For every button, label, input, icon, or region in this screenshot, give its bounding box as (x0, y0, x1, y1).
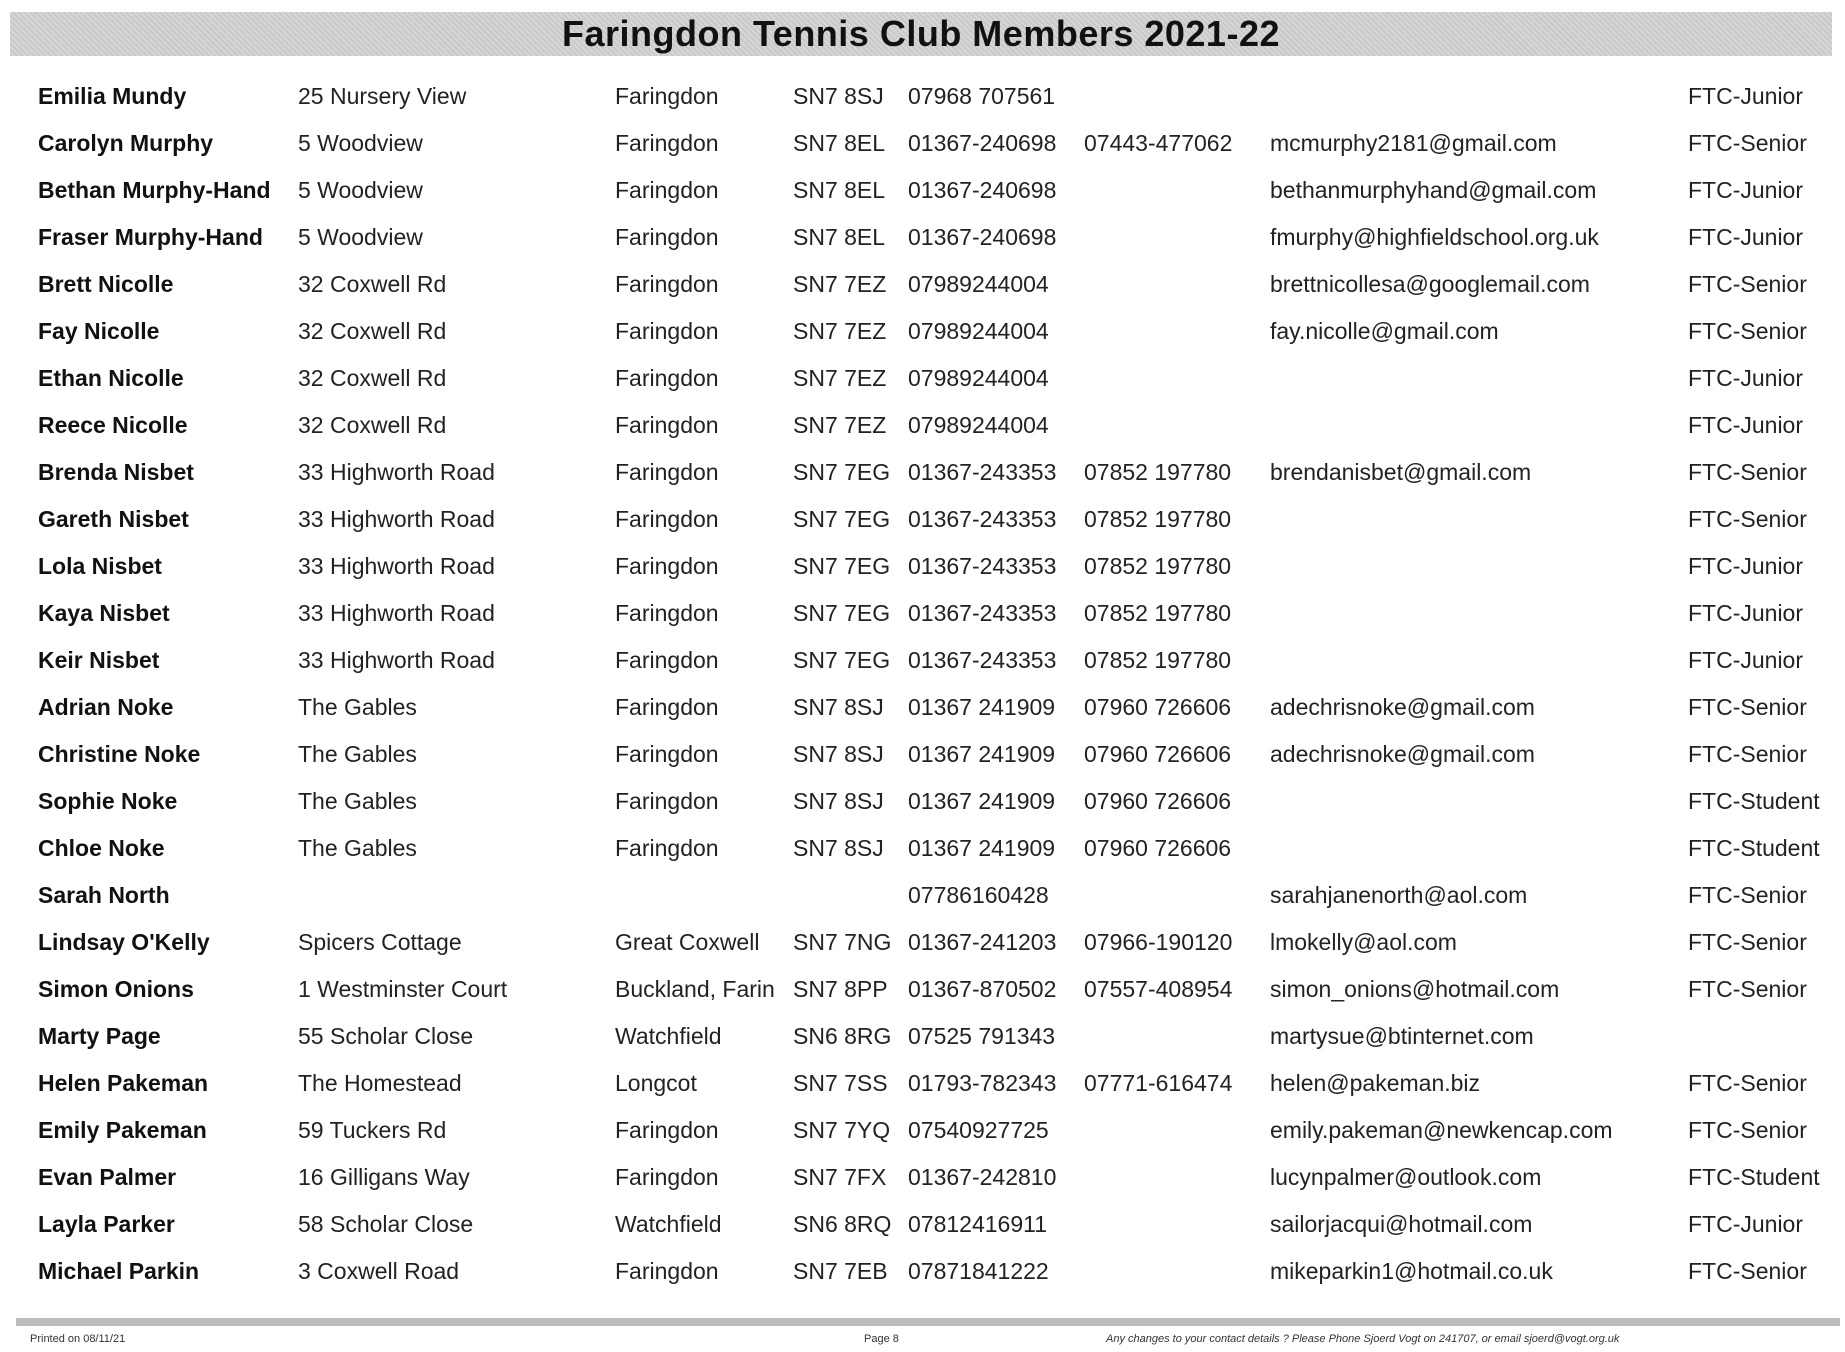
member-postcode: SN7 7EZ (793, 365, 887, 391)
member-postcode: SN7 7EG (793, 647, 891, 673)
member-name: Bethan Murphy-Hand (38, 177, 271, 203)
member-postcode: SN7 8EL (793, 224, 886, 250)
member-postcode: SN7 7EZ (793, 271, 887, 297)
table-row (0, 1158, 1845, 1205)
member-email: helen@pakeman.biz (1270, 1070, 1481, 1096)
member-address: 33 Highworth Road (298, 647, 495, 673)
member-town: Faringdon (615, 506, 719, 532)
member-phone-1: 01367 241909 (908, 835, 1056, 861)
member-address: 5 Woodview (298, 224, 423, 250)
member-postcode: SN7 7NG (793, 929, 892, 955)
member-address: 25 Nursery View (298, 83, 467, 109)
member-phone-1: 01367 241909 (908, 741, 1056, 767)
member-category: FTC-Senior (1688, 1117, 1807, 1143)
member-name: Emily Pakeman (38, 1117, 207, 1143)
member-phone-1: 07540927725 (908, 1117, 1049, 1143)
table-row (0, 1111, 1845, 1158)
member-category: FTC-Senior (1688, 1258, 1807, 1284)
member-phone-1: 01367-240698 (908, 224, 1057, 250)
member-email: fay.nicolle@gmail.com (1270, 318, 1499, 344)
table-row (0, 124, 1845, 171)
member-email: lmokelly@aol.com (1270, 929, 1457, 955)
member-postcode: SN7 7EG (793, 553, 891, 579)
member-email: fmurphy@highfieldschool.org.uk (1270, 224, 1599, 250)
member-name: Sophie Noke (38, 788, 178, 814)
member-category: FTC-Junior (1688, 600, 1804, 626)
member-phone-1: 01367-870502 (908, 976, 1057, 1002)
member-email: lucynpalmer@outlook.com (1270, 1164, 1542, 1190)
footer-divider (16, 1318, 1840, 1326)
footer-page-number: Page 8 (864, 1333, 899, 1345)
member-town: Buckland, Farin (615, 976, 775, 1002)
member-name: Gareth Nisbet (38, 506, 189, 532)
member-town: Faringdon (615, 600, 719, 626)
footer-printed-date: Printed on 08/11/21 (30, 1333, 126, 1345)
table-row (0, 876, 1845, 923)
member-category: FTC-Junior (1688, 177, 1804, 203)
member-name: Adrian Noke (38, 694, 174, 720)
member-name: Michael Parkin (38, 1258, 200, 1284)
member-category: FTC-Senior (1688, 694, 1807, 720)
page-title: Faringdon Tennis Club Members 2021-22 (562, 13, 1280, 54)
member-phone-2: 07557-408954 (1084, 976, 1233, 1002)
member-name: Reece Nicolle (38, 412, 188, 438)
member-list (0, 77, 1845, 1299)
table-row (0, 688, 1845, 735)
member-phone-1: 01367 241909 (908, 694, 1056, 720)
member-address: 32 Coxwell Rd (298, 271, 447, 297)
member-name: Brett Nicolle (38, 271, 174, 297)
member-address: The Gables (298, 788, 417, 814)
member-phone-1: 07989244004 (908, 412, 1049, 438)
member-town: Faringdon (615, 694, 719, 720)
member-category: FTC-Senior (1688, 741, 1807, 767)
member-email: simon_onions@hotmail.com (1270, 976, 1560, 1002)
member-name: Christine Noke (38, 741, 201, 767)
member-category: FTC-Senior (1688, 976, 1807, 1002)
member-town: Faringdon (615, 224, 719, 250)
member-phone-1: 07812416911 (908, 1211, 1047, 1237)
member-category: FTC-Junior (1688, 83, 1804, 109)
member-address: The Gables (298, 694, 417, 720)
member-category: FTC-Junior (1688, 1211, 1804, 1237)
member-phone-2: 07960 726606 (1084, 741, 1232, 767)
member-town: Longcot (615, 1070, 697, 1096)
member-town: Faringdon (615, 1258, 719, 1284)
member-phone-1: 01367-242810 (908, 1164, 1057, 1190)
table-row (0, 359, 1845, 406)
member-address: 5 Woodview (298, 177, 423, 203)
member-phone-2: 07852 197780 (1084, 459, 1232, 485)
member-phone-2: 07443-477062 (1084, 130, 1233, 156)
member-email: mcmurphy2181@gmail.com (1270, 130, 1557, 156)
member-phone-1: 07871841222 (908, 1258, 1049, 1284)
title-bar (10, 12, 1832, 56)
member-address: 33 Highworth Road (298, 459, 495, 485)
member-category: FTC-Student (1688, 788, 1820, 814)
table-row (0, 406, 1845, 453)
member-category: FTC-Senior (1688, 1070, 1807, 1096)
member-phone-2: 07852 197780 (1084, 553, 1232, 579)
member-phone-1: 07525 791343 (908, 1023, 1056, 1049)
member-phone-2: 07852 197780 (1084, 600, 1232, 626)
member-category: FTC-Junior (1688, 647, 1804, 673)
member-name: Marty Page (38, 1023, 161, 1049)
member-address: 59 Tuckers Rd (298, 1117, 447, 1143)
member-postcode: SN7 8SJ (793, 694, 884, 720)
member-town: Faringdon (615, 459, 719, 485)
member-name: Sarah North (38, 882, 170, 908)
member-postcode: SN7 8EL (793, 177, 886, 203)
member-phone-2: 07852 197780 (1084, 647, 1232, 673)
table-row (0, 594, 1845, 641)
member-address: The Gables (298, 741, 417, 767)
member-postcode: SN6 8RG (793, 1023, 892, 1049)
member-name: Keir Nisbet (38, 647, 160, 673)
member-category: FTC-Senior (1688, 929, 1807, 955)
member-phone-2: 07771-616474 (1084, 1070, 1233, 1096)
member-town: Faringdon (615, 553, 719, 579)
member-email: mikeparkin1@hotmail.co.uk (1270, 1258, 1553, 1284)
member-phone-1: 01367-243353 (908, 459, 1057, 485)
member-town: Watchfield (615, 1211, 722, 1237)
member-address: 33 Highworth Road (298, 553, 495, 579)
member-category: FTC-Junior (1688, 365, 1804, 391)
member-town: Watchfield (615, 1023, 722, 1049)
member-phone-1: 07968 707561 (908, 83, 1056, 109)
member-name: Lola Nisbet (38, 553, 162, 579)
table-row (0, 923, 1845, 970)
member-email: sarahjanenorth@aol.com (1270, 882, 1528, 908)
member-name: Kaya Nisbet (38, 600, 170, 626)
member-email: adechrisnoke@gmail.com (1270, 741, 1535, 767)
table-row (0, 735, 1845, 782)
member-address: 3 Coxwell Road (298, 1258, 460, 1284)
member-address: 1 Westminster Court (298, 976, 508, 1002)
member-name: Chloe Noke (38, 835, 165, 861)
member-phone-2: 07966-190120 (1084, 929, 1233, 955)
member-postcode: SN7 7EG (793, 459, 891, 485)
member-category: FTC-Senior (1688, 271, 1807, 297)
member-phone-2: 07960 726606 (1084, 788, 1232, 814)
member-address: 16 Gilligans Way (298, 1164, 470, 1190)
member-category: FTC-Junior (1688, 412, 1804, 438)
member-postcode: SN7 8SJ (793, 788, 884, 814)
member-email: sailorjacqui@hotmail.com (1270, 1211, 1533, 1237)
table-row (0, 1252, 1845, 1299)
table-row (0, 1017, 1845, 1064)
member-category: FTC-Junior (1688, 553, 1804, 579)
member-town: Faringdon (615, 1164, 719, 1190)
member-category: FTC-Junior (1688, 224, 1804, 250)
member-address: 33 Highworth Road (298, 506, 495, 532)
member-postcode: SN7 8SJ (793, 835, 884, 861)
member-town: Faringdon (615, 318, 719, 344)
member-address: Spicers Cottage (298, 929, 462, 955)
member-email: emily.pakeman@newkencap.com (1270, 1117, 1613, 1143)
member-phone-1: 07989244004 (908, 271, 1049, 297)
member-name: Evan Palmer (38, 1164, 177, 1190)
table-row (0, 782, 1845, 829)
member-name: Lindsay O'Kelly (38, 929, 210, 955)
member-address: 33 Highworth Road (298, 600, 495, 626)
member-town: Faringdon (615, 412, 719, 438)
member-town: Faringdon (615, 647, 719, 673)
member-address: The Gables (298, 835, 417, 861)
table-row (0, 453, 1845, 500)
member-address: 55 Scholar Close (298, 1023, 474, 1049)
member-name: Emilia Mundy (38, 83, 187, 109)
member-postcode: SN7 7EZ (793, 318, 887, 344)
table-row (0, 641, 1845, 688)
member-name: Brenda Nisbet (38, 459, 194, 485)
member-town: Faringdon (615, 788, 719, 814)
table-row (0, 1205, 1845, 1252)
table-row (0, 500, 1845, 547)
table-row (0, 829, 1845, 876)
member-name: Helen Pakeman (38, 1070, 209, 1096)
member-category: FTC-Senior (1688, 459, 1807, 485)
member-postcode: SN7 7FX (793, 1164, 887, 1190)
member-town: Faringdon (615, 835, 719, 861)
member-address: The Homestead (298, 1070, 462, 1096)
table-row (0, 171, 1845, 218)
member-email: bethanmurphyhand@gmail.com (1270, 177, 1597, 203)
table-row (0, 1064, 1845, 1111)
member-address: 58 Scholar Close (298, 1211, 474, 1237)
member-town: Faringdon (615, 271, 719, 297)
table-row (0, 312, 1845, 359)
member-town: Faringdon (615, 1117, 719, 1143)
member-town: Faringdon (615, 130, 719, 156)
member-name: Fay Nicolle (38, 318, 160, 344)
member-phone-1: 01367-240698 (908, 130, 1057, 156)
table-row (0, 265, 1845, 312)
table-row (0, 77, 1845, 124)
member-category: FTC-Senior (1688, 130, 1807, 156)
member-postcode: SN7 8SJ (793, 741, 884, 767)
member-address: 32 Coxwell Rd (298, 318, 447, 344)
member-phone-2: 07852 197780 (1084, 506, 1232, 532)
member-phone-1: 01367-243353 (908, 553, 1057, 579)
member-category: FTC-Senior (1688, 506, 1807, 532)
member-postcode: SN7 7SS (793, 1070, 888, 1096)
member-phone-1: 01367-240698 (908, 177, 1057, 203)
member-address: 32 Coxwell Rd (298, 412, 447, 438)
member-town: Faringdon (615, 365, 719, 391)
member-phone-1: 07786160428 (908, 882, 1049, 908)
member-email: martysue@btinternet.com (1270, 1023, 1534, 1049)
member-phone-1: 01367-243353 (908, 647, 1057, 673)
member-address: 5 Woodview (298, 130, 423, 156)
member-postcode: SN7 7EZ (793, 412, 887, 438)
member-email: brettnicollesa@googlemail.com (1270, 271, 1590, 297)
member-town: Faringdon (615, 177, 719, 203)
member-category: FTC-Student (1688, 835, 1820, 861)
member-name: Layla Parker (38, 1211, 175, 1237)
member-phone-2: 07960 726606 (1084, 835, 1232, 861)
member-name: Ethan Nicolle (38, 365, 184, 391)
member-town: Great Coxwell (615, 929, 760, 955)
member-category: FTC-Senior (1688, 882, 1807, 908)
footer-contact-note: Any changes to your contact details ? Please Phone Sjoerd Vogt on 241707, or email sjoerd@vogt.org.uk (1106, 1333, 1620, 1345)
member-phone-1: 01367-243353 (908, 506, 1057, 532)
member-name: Carolyn Murphy (38, 130, 214, 156)
member-town: Faringdon (615, 83, 719, 109)
member-postcode: SN7 8PP (793, 976, 888, 1002)
member-postcode: SN7 7YQ (793, 1117, 891, 1143)
member-name: Fraser Murphy-Hand (38, 224, 263, 250)
member-phone-1: 01367-241203 (908, 929, 1057, 955)
member-email: adechrisnoke@gmail.com (1270, 694, 1535, 720)
member-postcode: SN7 7EG (793, 506, 891, 532)
table-row (0, 547, 1845, 594)
table-row (0, 970, 1845, 1017)
member-postcode: SN7 8EL (793, 130, 886, 156)
member-phone-1: 07989244004 (908, 318, 1049, 344)
member-phone-1: 07989244004 (908, 365, 1049, 391)
member-category: FTC-Senior (1688, 318, 1807, 344)
member-postcode: SN7 8SJ (793, 83, 884, 109)
member-phone-1: 01793-782343 (908, 1070, 1057, 1096)
member-address: 32 Coxwell Rd (298, 365, 447, 391)
member-phone-1: 01367-243353 (908, 600, 1057, 626)
member-postcode: SN7 7EB (793, 1258, 888, 1284)
member-phone-1: 01367 241909 (908, 788, 1056, 814)
member-postcode: SN6 8RQ (793, 1211, 892, 1237)
table-row (0, 218, 1845, 265)
member-category: FTC-Student (1688, 1164, 1820, 1190)
member-email: brendanisbet@gmail.com (1270, 459, 1532, 485)
member-phone-2: 07960 726606 (1084, 694, 1232, 720)
member-name: Simon Onions (38, 976, 194, 1002)
member-town: Faringdon (615, 741, 719, 767)
member-postcode: SN7 7EG (793, 600, 891, 626)
